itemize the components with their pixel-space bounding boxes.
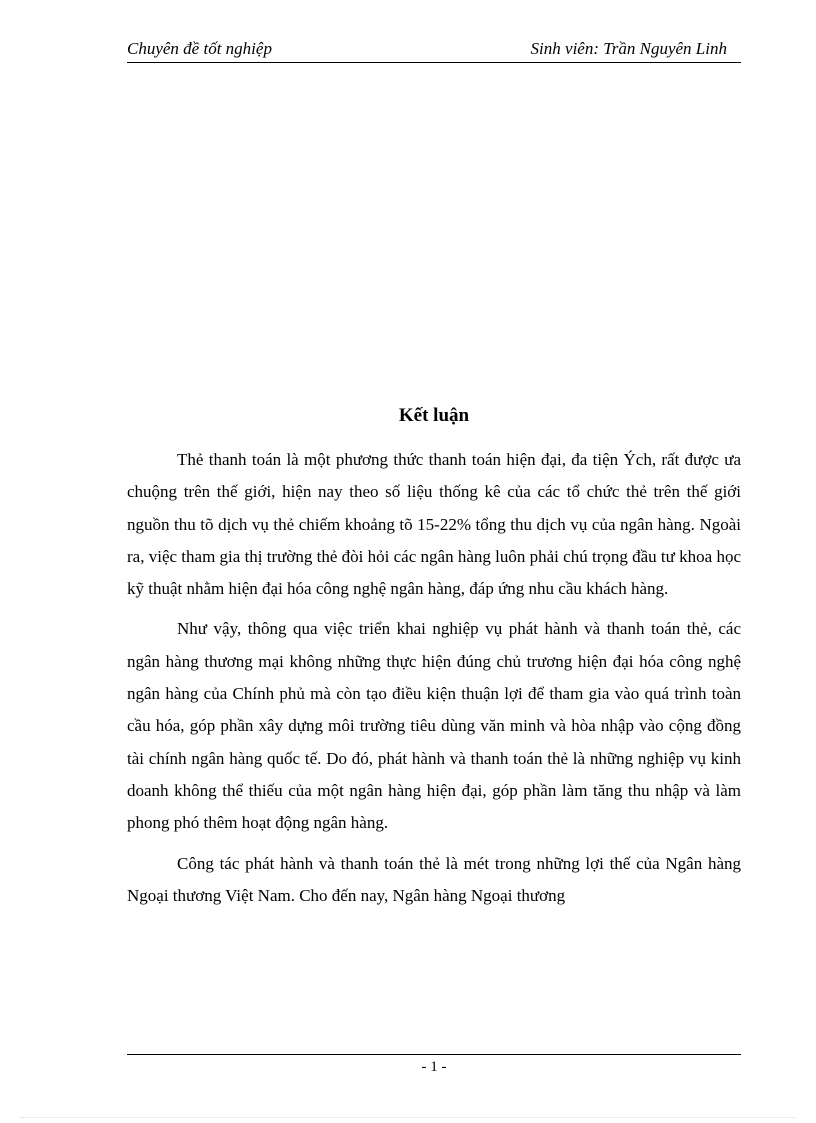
page-header <box>127 38 741 63</box>
page-bottom-border <box>20 1117 796 1118</box>
footer-divider <box>127 1054 741 1055</box>
paragraph-1: Thẻ thanh toán là một phương thức thanh toán hiện đại, đa tiện Ých, rất được ưa chuộng trên thế giới, hiện nay theo số liệu thống kê của các tổ chức thẻ trên thế giới nguồn thu tõ dịch vụ thẻ chiếm khoảng tõ 15-22% tổng thu dịch vụ của ngân hàng. Ngoài ra, việc tham gia thị trường thẻ đòi hỏi các ngân hàng luôn phải chú trọng đầu tư khoa học kỹ thuật nhằm hiện đại hóa công nghệ ngân hàng, đáp ứng nhu cầu khách hàng. <box>127 450 741 599</box>
section-title: Kết luận <box>398 405 470 426</box>
body-text <box>127 444 741 920</box>
page-number: - 1 - <box>421 1059 447 1075</box>
paragraph-2: Như vậy, thông qua việc triển khai nghiệp vụ phát hành và thanh toán thẻ, các ngân hàng thương mại không những thực hiện đúng chủ trương hiện đại hóa công nghệ ngân hàng của Chính phủ mà còn tạo điều kiện thuận lợi để tham gia vào quá trình toàn cầu hóa, góp phần xây dựng môi trường tiêu dùng văn minh và hòa nhập vào cộng đồng tài chính ngân hàng quốc tế. Do đó, phát hành và thanh toán thẻ là những nghiệp vụ kinh doanh không thể thiếu của một ngân hàng hiện đại, góp phần làm tăng thu nhập và làm phong phó thêm hoạt động ngân hàng. <box>127 619 741 833</box>
paragraph-3: Công tác phát hành và thanh toán thẻ là mét trong những lợi thế của Ngân hàng Ngoại thương Việt Nam. Cho đến nay, Ngân hàng Ngoại thương <box>127 853 741 905</box>
header-document-type: Chuyên đề tốt nghiệp <box>127 39 272 58</box>
header-student-name: Sinh viên: Trần Nguyên Linh <box>530 39 727 58</box>
